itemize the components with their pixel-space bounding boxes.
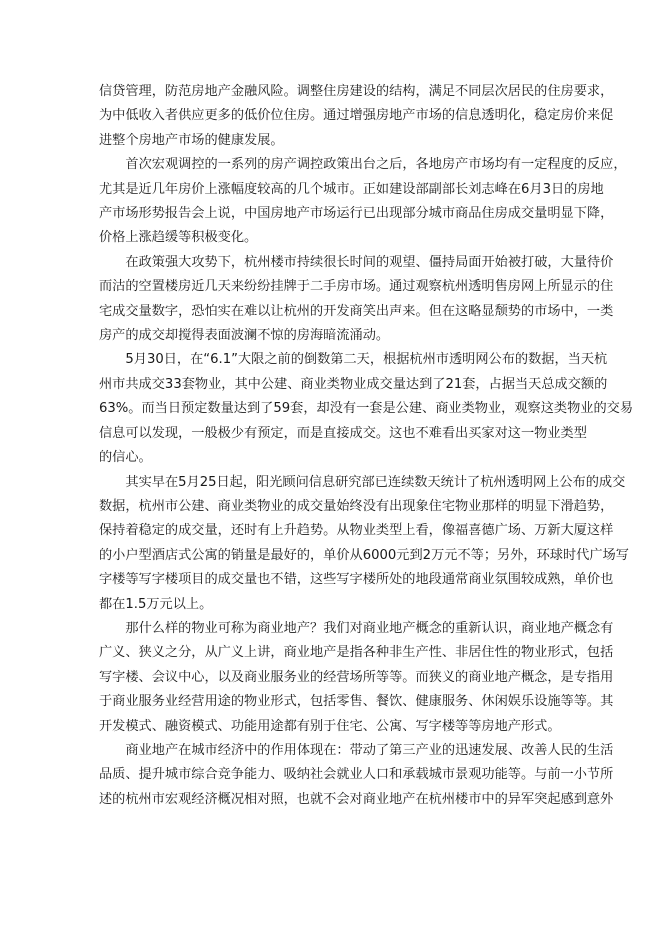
text-line: 述的杭州市宏观经济概况相对照，也就不会对商业地产在杭州楼市中的异军突起感到意外 [99,791,614,807]
text-line: 州市共成交33套物业，其中公建、商业类物业成交量达到了21套，占据当天总成交额的 [99,376,608,392]
paragraph-1 [99,80,614,153]
text-line: 5月30日，在“6.1”大限之前的倒数第二天，根据杭州市透明网公布的数据，当天杭 [125,352,608,368]
paragraph-4 [99,348,634,470]
text-line: 而沽的空置楼房近几天来纷纷挂牌于二手房市场。通过观察杭州透明售房网上所显示的住 [99,279,614,295]
text-line: 保持着稳定的成交量，还时有上升趋势。从物业类型上看，像福喜德广场、万新大厦这样 [99,523,614,539]
text-line: 那什么样的物业可称为商业地产？我们对商业地产概念的重新认识，商业地产概念有 [125,620,614,636]
text-line: 进整个房地产市场的健康发展。 [99,132,284,148]
paragraph-7 [99,739,614,812]
paragraph-5 [99,471,629,617]
text-line: 都在1.5万元以上。 [99,596,213,612]
text-line: 尤其是近几年房价上涨幅度较高的几个城市。正如建设部副部长刘志峰在6月3日的房地 [99,181,604,197]
text-line: 的小户型酒店式公寓的销量是最好的，单价从6000元到2万元不等；另外，环球时代广场写 [99,547,629,563]
text-line: 开发模式、融资模式、功能用途都有别于住宅、公寓、写字楼等等房地产形式。 [99,718,561,734]
paragraph-3 [99,251,614,349]
body-text [99,80,634,812]
text-line: 价格上涨趋缓等积极变化。 [99,230,258,246]
paragraph-6 [99,617,614,739]
text-line: 63%。而当日预定数量达到了59套，却没有一套是公建、商业类物业，观察这类物业的交易 [99,401,634,417]
text-line: 写字楼、会议中心，以及商业服务业的经营场所等等。而狭义的商业地产概念，是专指用 [99,669,614,685]
text-line: 房产的成交却搅得表面波澜不惊的房海暗流涌动。 [99,328,390,344]
text-line: 为中低收入者供应更多的低价位住房。通过增强房地产市场的信息透明化，稳定房价来促 [99,108,614,124]
text-line: 广义、狭义之分，从广义上讲，商业地产是指各种非生产性、非居住性的物业形式，包括 [99,645,614,661]
text-line: 其实早在5月25日起，阳光顾问信息研究部已连续数天统计了杭州透明网上公布的成交 [125,474,626,490]
text-line: 数据，杭州市公建、商业类物业的成交量始终没有出现象住宅物业那样的明显下滑趋势， [99,498,614,514]
text-line: 信贷管理，防范房地产金融风险。调整住房建设的结构，满足不同层次居民的住房要求， [99,84,614,99]
text-line: 品质、提升城市综合竞争能力、吸纳社会就业人口和承载城市景观功能等。与前一小节所 [99,767,614,783]
text-line: 在政策强大攻势下，杭州楼市持续很长时间的观望、僵持局面开始被打破，大量待价 [125,254,614,270]
text-line: 的信心。 [99,450,152,466]
text-line: 字楼等写字楼项目的成交量也不错，这些写字楼所处的地段通常商业氛围较成熟，单价也 [99,572,614,588]
text-line: 信息可以发现，一般极少有预定，而是直接成交。这也不难看出买家对这一物业类型 [99,425,587,441]
text-line: 产市场形势报告会上说，中国房地产市场运行已出现部分城市商品住房成交量明显下降， [99,206,614,222]
text-line: 于商业服务业经营用途的物业形式，包括零售、餐饮、健康服务、休闲娱乐设施等等。其 [99,694,614,710]
text-line: 宅成交量数字，恐怕实在难以让杭州的开发商笑出声来。但在这略显颓势的市场中，一类 [99,303,614,319]
text-line: 首次宏观调控的一系列的房产调控政策出台之后，各地房产市场均有一定程度的反应， [125,157,627,173]
paragraph-2 [99,153,627,251]
text-line: 商业地产在城市经济中的作用体现在：带动了第三产业的迅速发展、改善人民的生活 [125,742,614,758]
